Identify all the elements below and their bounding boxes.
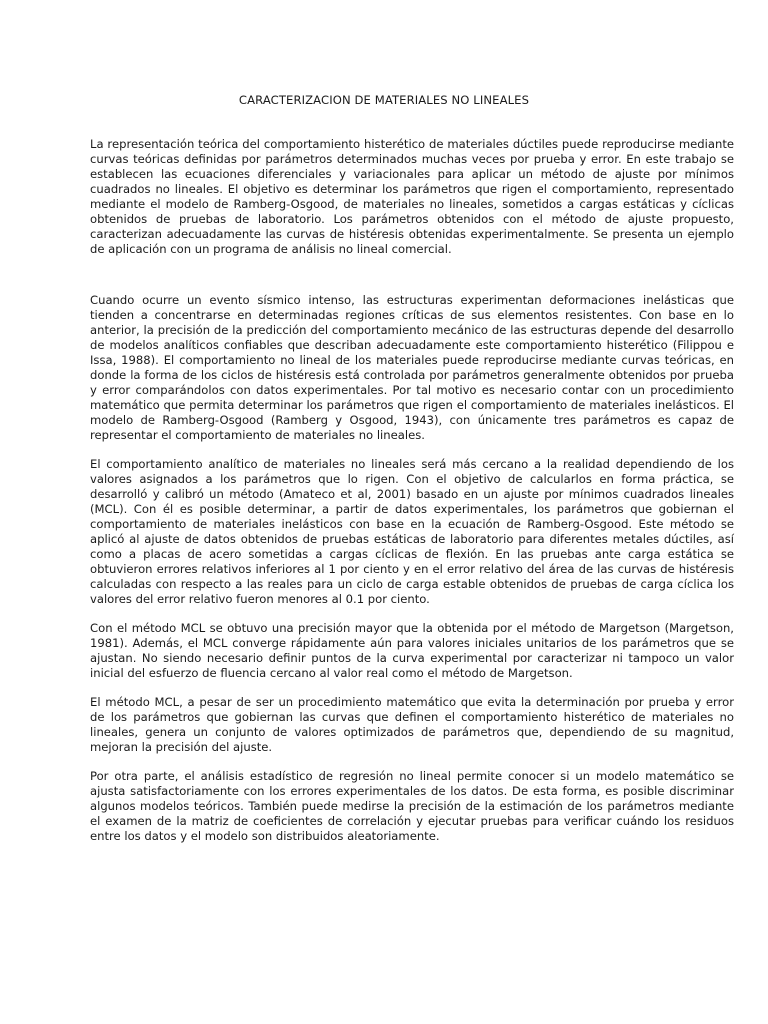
paragraph-introduction: Cuando ocurre un evento sísmico intenso, las estructuras experimentan deformaciones inelásticas que tienden a concentrarse en determinadas regiones críticas de sus elementos resistentes. Con base en lo anterior, la precisión de la predicción del comportamiento mecánico de las estructuras depende del desarrollo de modelos analíticos confiables que describan adecuadamente este comportamiento histerético (Filippou e Issa, 1988). El comportamiento no lineal de los materiales puede reproducirse mediante curvas teóricas, en donde la forma de los ciclos de histéresis está controlada por parámetros generalmente obtenidos por prueba y error comparándolos con datos experimentales. Por tal motivo es necesario contar con un procedimiento matemático que permita determinar los parámetros que rigen el comportamiento de materiales inelásticos. El modelo de Ramberg-Osgood (Ramberg y Osgood, 1943), con únicamente tres parámetros es capaz de representar el comportamiento de materiales no lineales. [90,293,734,442]
paragraph-mcl-method: El comportamiento analítico de materiales no lineales será más cercano a la realidad dependiendo de los valores asignados a los parámetros que lo rigen. Con el objetivo de calcularlos en forma práctica, se desarrolló y calibró un método (Amateco et al, 2001) basado en un ajuste por mínimos cuadrados lineales (MCL). Con él es posible determinar, a partir de datos experimentales, los parámetros que gobiernan el comportamiento de materiales inelásticos con base en la ecuación de Ramberg-Osgood. Este método se aplicó al ajuste de datos obtenidos de pruebas estáticas de laboratorio para diferentes metales dúctiles, así como a placas de acero sometidas a cargas cíclicas de flexión. En las pruebas ante carga estática se obtuvieron errores relativos inferiores al 1 por ciento y en el error relativo del área de las curvas de histéresis calculadas con respecto a las reales para un ciclo de carga estable obtenidos de pruebas de carga cíclica los valores del error relativo fueron menores al 0.1 por ciento. [90,457,734,606]
paragraph-mcl-optimization: El método MCL, a pesar de ser un procedimiento matemático que evita la determinación por prueba y error de los parámetros que gobiernan las curvas que definen el comportamiento histerético de materiales no lineales, genera un conjunto de valores optimizados de parámetros que, dependiendo de su magnitud, mejoran la precisión del ajuste. [90,695,734,754]
paragraph-statistical-analysis: Por otra parte, el análisis estadístico de regresión no lineal permite conocer si un modelo matemático se ajusta satisfactoriamente con los errores experimentales de los datos. De esta forma, es posible discriminar algunos modelos teóricos. También puede medirse la precisión de la estimación de los parámetros mediante el examen de la matriz de coeficientes de correlación y ejecutar pruebas para verificar cuándo los residuos entre los datos y el modelo son distribuidos aleatoriamente. [90,769,734,843]
document-title: CARACTERIZACION DE MATERIALES NO LINEALES [238,93,530,107]
document-body [90,137,734,844]
paragraph-margetson-comparison: Con el método MCL se obtuvo una precisión mayor que la obtenida por el método de Margetson (Margetson, 1981). Además, el MCL converge rápidamente aún para valores iniciales unitarios de los parámetros que se ajustan. No siendo necesario definir puntos de la curva experimental por caracterizar ni tampoco un valor inicial del esfuerzo de fluencia cercano al valor real como el método de Margetson. [90,621,734,680]
paragraph-abstract: La representación teórica del comportamiento histerético de materiales dúctiles puede reproducirse mediante curvas teóricas definidas por parámetros determinados muchas veces por prueba y error. En este trabajo se establecen las ecuaciones diferenciales y variacionales para aplicar un método de ajuste por mínimos cuadrados no lineales. El objetivo es determinar los parámetros que rigen el comportamiento, representado mediante el modelo de Ramberg-Osgood, de materiales no lineales, sometidos a cargas estáticas y cíclicas obtenidos de pruebas de laboratorio. Los parámetros obtenidos con el método de ajuste propuesto, caracterizan adecuadamente las curvas de histéresis obtenidas experimentalmente. Se presenta un ejemplo de aplicación con un programa de análisis no lineal comercial. [90,137,734,256]
